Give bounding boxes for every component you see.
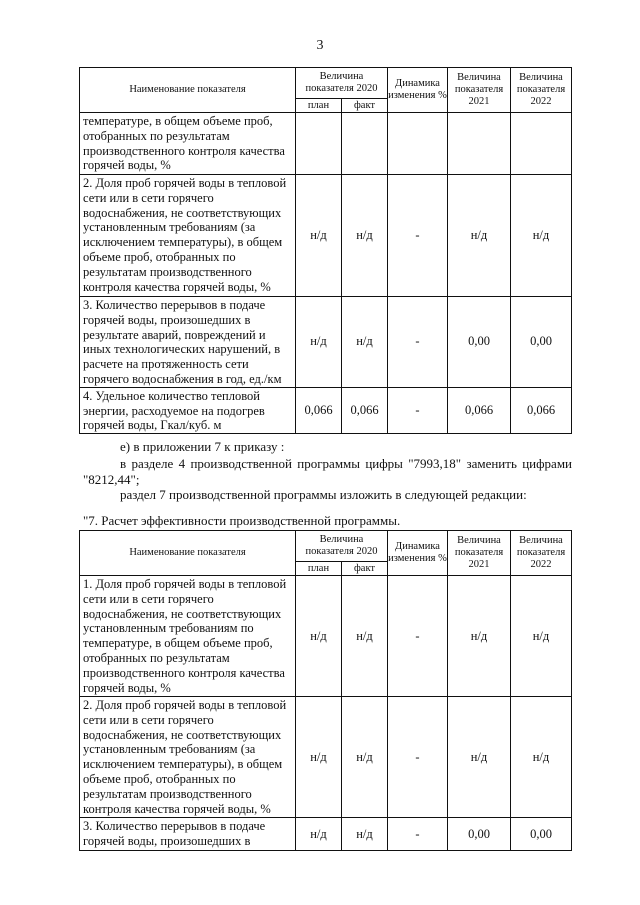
row-dynamics: - [388, 818, 448, 851]
indicators-table-1 [79, 67, 572, 434]
row-plan: 0,066 [296, 387, 342, 433]
row-dynamics: - [388, 576, 448, 697]
table-row [80, 576, 572, 697]
row-2021: н/д [448, 697, 511, 818]
header-value-2020: Величина показателя 2020 [296, 68, 388, 99]
row-name: 2. Доля проб горячей воды в тепловой сети или в сети горячего водоснабжения, не соответствующих установленным требованиям (за исключением температуры), в общем объеме проб, отобранных по результатам производственного контроля качества горячей воды, % [80, 175, 296, 297]
table-row [80, 175, 572, 297]
row-2021 [448, 113, 511, 175]
row-fact: н/д [342, 818, 388, 851]
row-dynamics: - [388, 297, 448, 388]
header-name: Наименование показателя [80, 531, 296, 576]
table-row [80, 113, 572, 175]
row-name: 3. Количество перерывов в подаче горячей воды, произошедших в результате аварий, повреждений и иных технологических нарушений, в расчете на протяженность сети горячего водоснабжения в год, ед./км [80, 297, 296, 388]
row-dynamics: - [388, 175, 448, 297]
row-fact: 0,066 [342, 387, 388, 433]
header-plan: план [296, 99, 342, 113]
table-row [80, 297, 572, 388]
row-2022: н/д [511, 576, 572, 697]
header-value-2021: Величина показателя 2021 [448, 68, 511, 113]
row-fact [342, 113, 388, 175]
header-fact: факт [342, 99, 388, 113]
row-fact: н/д [342, 576, 388, 697]
row-2022: 0,00 [511, 818, 572, 851]
page-number: 3 [316, 38, 324, 53]
table-row [80, 818, 572, 851]
row-plan: н/д [296, 818, 342, 851]
indicators-table-2 [79, 530, 572, 851]
row-2021: 0,00 [448, 818, 511, 851]
row-fact: н/д [342, 697, 388, 818]
header-value-2020: Величина показателя 2020 [296, 531, 388, 562]
row-plan: н/д [296, 297, 342, 388]
row-name: 3. Количество перерывов в подаче горячей воды, произошедших в [80, 818, 296, 851]
row-2022: 0,066 [511, 387, 572, 433]
row-plan: н/д [296, 697, 342, 818]
row-fact: н/д [342, 297, 388, 388]
header-dynamics: Динамика изменения % [388, 68, 448, 113]
header-fact: факт [342, 562, 388, 576]
row-2021: 0,066 [448, 387, 511, 433]
row-name: 4. Удельное количество тепловой энергии, расходуемое на подогрев горячей воды, Гкал/куб. м [80, 387, 296, 433]
header-value-2022: Величина показателя 2022 [511, 68, 572, 113]
row-2022: н/д [511, 697, 572, 818]
header-value-2021: Величина показателя 2021 [448, 531, 511, 576]
row-name: 1. Доля проб горячей воды в тепловой сети или в сети горячего водоснабжения, не соответствующих установленным требованиям по температуре, в общем объеме проб, отобранных по результатам производственного контроля качества горячей воды, % [80, 576, 296, 697]
row-fact: н/д [342, 175, 388, 297]
header-plan: план [296, 562, 342, 576]
paragraph-replace-figures-line1: в разделе 4 производственной программы цифры "7993,18" заменить цифрами [120, 456, 572, 471]
row-2021: н/д [448, 576, 511, 697]
row-dynamics: - [388, 387, 448, 433]
header-name: Наименование показателя [80, 68, 296, 113]
header-value-2022: Величина показателя 2022 [511, 531, 572, 576]
row-dynamics: - [388, 697, 448, 818]
table-row [80, 697, 572, 818]
header-dynamics: Динамика изменения % [388, 531, 448, 576]
row-plan [296, 113, 342, 175]
section-title: "7. Расчет эффективности производственной программы. [83, 513, 401, 528]
row-2022: 0,00 [511, 297, 572, 388]
table-row [80, 387, 572, 433]
row-dynamics [388, 113, 448, 175]
row-2021: н/д [448, 175, 511, 297]
paragraph-replace-figures-line2: "8212,44"; [83, 472, 140, 487]
row-plan: н/д [296, 576, 342, 697]
row-2022: н/д [511, 175, 572, 297]
row-2021: 0,00 [448, 297, 511, 388]
paragraph-section-7: раздел 7 производственной программы изложить в следующей редакции: [120, 487, 527, 502]
row-name: температуре, в общем объеме проб, отобранных по результатам производственного контроля качества горячей воды, % [80, 113, 296, 175]
row-2022 [511, 113, 572, 175]
paragraph-appendix-7: е) в приложении 7 к приказу : [120, 439, 285, 454]
row-name: 2. Доля проб горячей воды в тепловой сети или в сети горячего водоснабжения, не соответствующих установленным требованиям (за исключением температуры), в общем объеме проб, отобранных по результатам производственного контроля качества горячей воды, % [80, 697, 296, 818]
row-plan: н/д [296, 175, 342, 297]
